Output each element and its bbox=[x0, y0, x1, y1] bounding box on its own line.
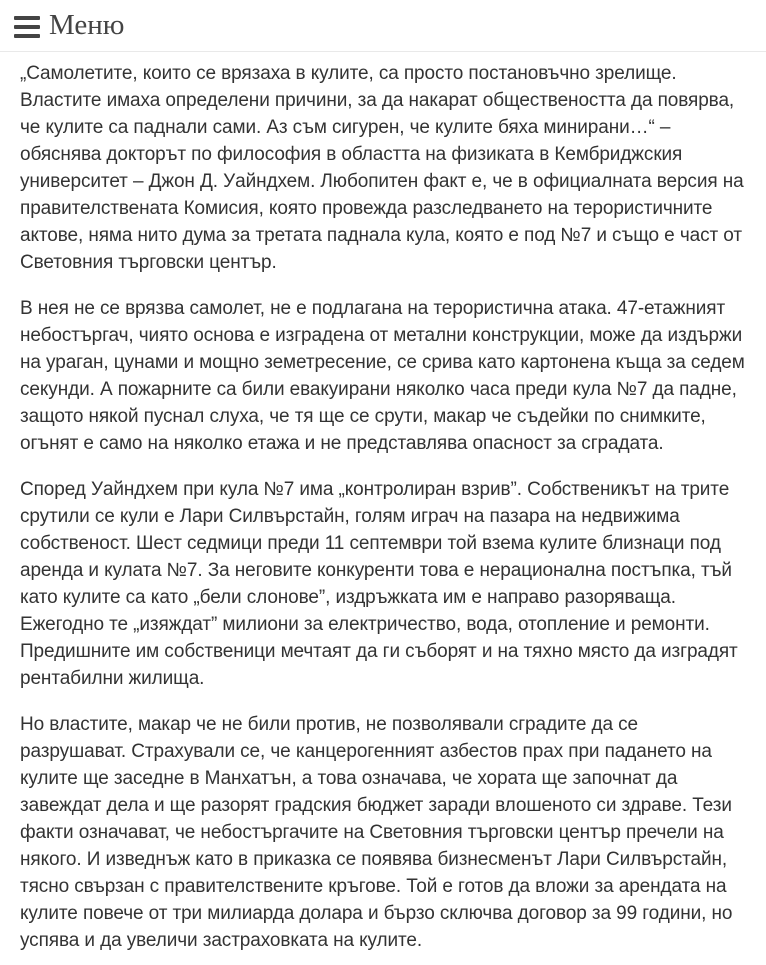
article-body bbox=[0, 52, 766, 954]
article-paragraph-4: Но властите, макар че не били против, не позволявали сградите да се разрушават. Страхували се, че канцерогенният азбестов прах при падането на кулите ще заседне в Манхатън, а това означава, че хората ще започнат да завеждат дела и ще разорят градския бюджет заради влошеното си здраве. Тези факти означават, че небостъргачите на Световния търговски център пречели на някого. И изведнъж като в приказка се появява бизнесменът Лари Силвърстайн, тясно свързан с правителствените кръгове. Той е готов да вложи за арендата на кулите повече от три милиарда долара и бързо сключва договор за 99 години, но успява и да увеличи застраховката на кулите. bbox=[20, 714, 733, 951]
hamburger-icon[interactable] bbox=[14, 16, 40, 38]
article-paragraph-3: Според Уайндхем при кула №7 има „контролиран взрив”. Собственикът на трите срутили се кули е Лари Силвърстайн, голям играч на пазара на недвижима собственост. Шест седмици преди 11 септември той взема кулите близнаци под аренда и кулата №7. За неговите конкуренти това е нерационална постъпка, тъй като кулите са като „бели слонове”, издръжката им е направо разоряваща. Ежегодно те „изяждат” милиони за електричество, вода, отопление и ремонти. Предишните им собственици мечтаят да ги съборят и на тяхно място да изградят рентабилни жилища. bbox=[20, 479, 738, 689]
article-paragraph-2: В нея не се врязва самолет, не е подлагана на терористична атака. 47-етажният небостъргач, чиято основа е изградена от метални конструкции, може да издържи на ураган, цунами и мощно земетресение, се срива като картонена къща за седем секунди. А пожарните са били евакуирани няколко часа преди кула №7 да падне, защото някой пуснал слуха, че тя ще се срути, макар че съдейки по снимките, огънят е само на няколко етажа и не представлява опасност за сградата. bbox=[20, 298, 745, 454]
menu-label[interactable]: Меню bbox=[49, 9, 125, 41]
article-paragraph-1: „Самолетите, които се врязаха в кулите, са просто постановъчно зрелище. Властите имаха определени причини, за да накарат обществеността да повярва, че кулите са паднали сами. Аз съм сигурен, че кулите бяха минирани…“ – обяснява докторът по философия в областта на физиката в Кембриджския университет – Джон Д. Уайндхем. Любопитен факт е, че в официалната версия на правителствената Комисия, която провежда разследването на терористичните актове, няма нито дума за третата паднала кула, която е под №7 и също е част от Световния търговски център. bbox=[20, 63, 744, 273]
hamburger-line-top bbox=[14, 16, 40, 20]
hamburger-line-bottom bbox=[14, 34, 40, 38]
top-menu-bar bbox=[0, 0, 766, 52]
hamburger-line-middle bbox=[14, 25, 40, 29]
menu-toggle-button[interactable] bbox=[14, 11, 124, 40]
